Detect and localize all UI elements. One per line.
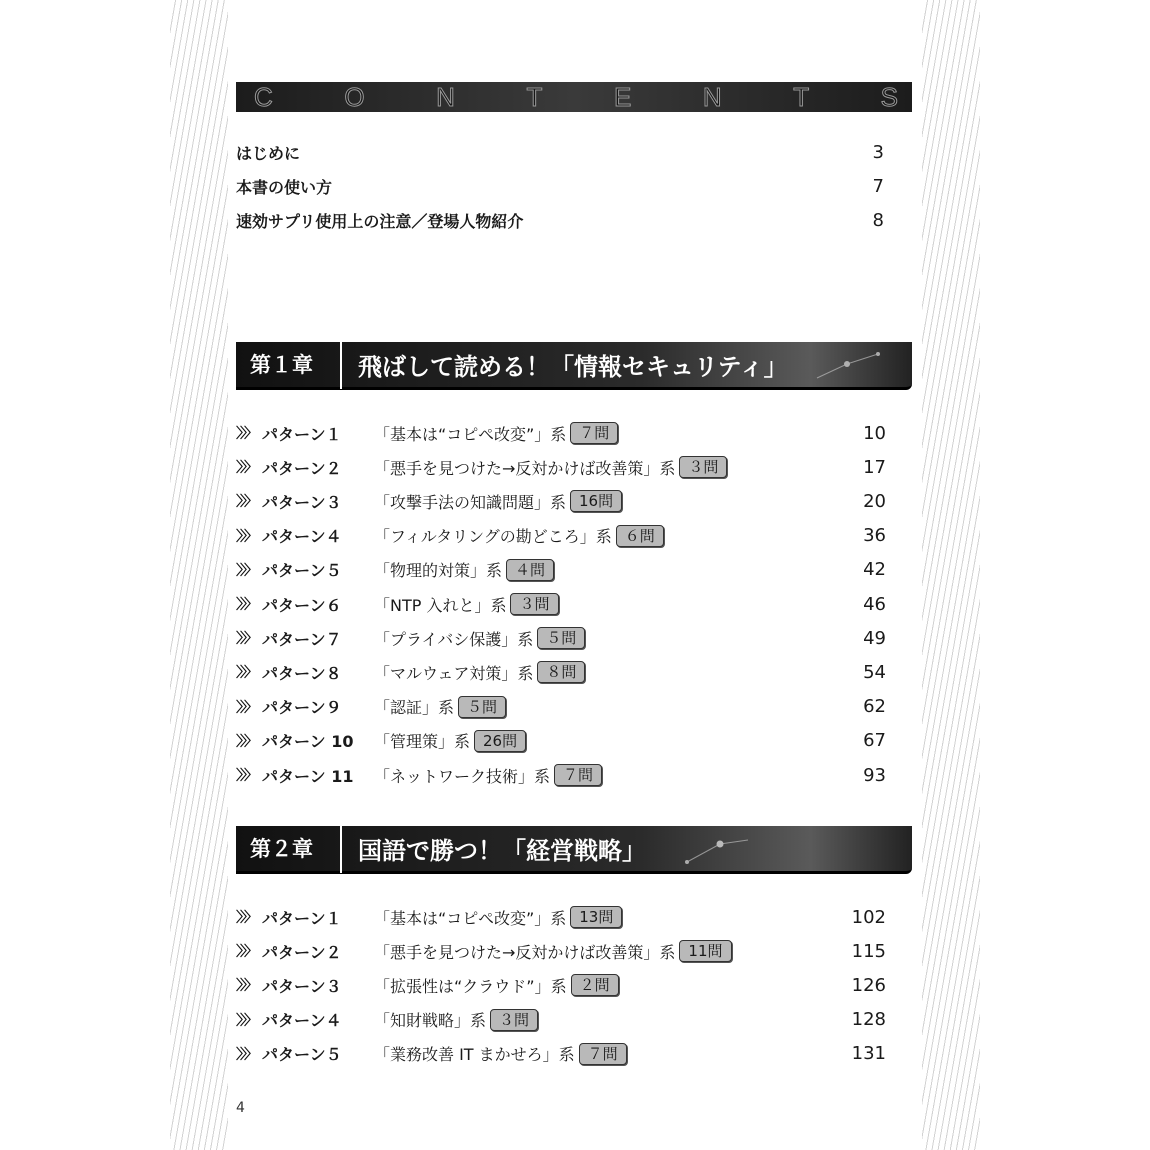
pattern-name: パターン６ xyxy=(262,595,342,615)
triple-chevron-icon: 〉〉〉 xyxy=(236,944,255,961)
pattern-title-group xyxy=(374,524,664,547)
triple-chevron-icon: 〉〉〉 xyxy=(236,528,255,545)
pattern-title-group xyxy=(374,729,526,752)
question-count-badge: ７問 xyxy=(570,422,618,444)
toc-pattern-row[interactable] xyxy=(236,1006,886,1034)
pattern-name: パターン１ xyxy=(262,908,342,928)
contents-letter: O xyxy=(344,82,365,112)
pattern-name: パターン２ xyxy=(262,458,342,478)
pattern-title: 「業務改善 IT まかせろ」系 xyxy=(374,1045,575,1065)
pattern-title: 「物理的対策」系 xyxy=(374,561,503,581)
chapter-number: 第１章 xyxy=(236,341,342,389)
question-count-badge: ７問 xyxy=(579,1043,627,1065)
pattern-title: 「管理策」系 xyxy=(374,732,471,752)
contents-letter: E xyxy=(613,82,632,112)
pattern-title: 「NTP 入れと」系 xyxy=(374,595,507,615)
triple-chevron-icon: 〉〉〉 xyxy=(236,699,255,716)
pattern-title-group xyxy=(374,1008,538,1031)
pattern-name: パターン 11 xyxy=(262,766,354,786)
pattern-title-group xyxy=(374,490,622,513)
toc-entry-notes[interactable] xyxy=(236,206,884,234)
chapter-2-header[interactable] xyxy=(236,826,912,874)
triple-chevron-icon: 〉〉〉 xyxy=(236,597,255,613)
pattern-title-group xyxy=(374,456,727,479)
triple-chevron-icon: 〉〉〉 xyxy=(236,426,255,442)
toc-pattern-row[interactable] xyxy=(236,903,886,931)
pattern-page: 46 xyxy=(863,593,886,615)
toc-pattern-row[interactable] xyxy=(236,522,886,550)
pattern-title-group xyxy=(374,974,619,997)
triple-chevron-icon: 〉〉〉 xyxy=(236,733,255,750)
toc-entry-page: 7 xyxy=(872,175,884,197)
pattern-title-group xyxy=(374,940,732,963)
pattern-name: パターン４ xyxy=(262,527,342,547)
pattern-page: 20 xyxy=(863,490,886,512)
toc-pattern-row[interactable] xyxy=(236,487,886,515)
question-count-badge: ３問 xyxy=(490,1009,538,1031)
triple-chevron-icon: 〉〉〉 xyxy=(236,1046,255,1063)
toc-pattern-row[interactable] xyxy=(236,590,886,618)
pattern-title-group xyxy=(374,661,585,684)
toc-pattern-row[interactable] xyxy=(236,624,886,652)
contents-letter: N xyxy=(702,82,722,112)
triple-chevron-icon: 〉〉〉 xyxy=(236,978,255,995)
question-count-badge: ６問 xyxy=(616,525,664,547)
pattern-page: 126 xyxy=(851,974,886,996)
question-count-badge: ５問 xyxy=(458,696,506,718)
question-count-badge: 26問 xyxy=(474,730,526,752)
pattern-name: パターン５ xyxy=(262,1045,342,1065)
pattern-page: 102 xyxy=(851,906,886,928)
contents-header-bar xyxy=(236,82,912,112)
contents-letter: S xyxy=(880,82,898,112)
pattern-title: 「基本は“コピペ改変”」系 xyxy=(374,424,567,444)
toc-pattern-row[interactable] xyxy=(236,971,886,999)
pattern-title-group xyxy=(374,695,506,718)
toc-entry-label: はじめに xyxy=(236,143,301,163)
pattern-page: 17 xyxy=(863,456,886,478)
decorative-stripes-left xyxy=(170,0,228,1150)
pattern-title: 「攻撃手法の知識問題」系 xyxy=(374,492,567,512)
question-count-badge: 13問 xyxy=(570,906,622,928)
question-count-badge: ３問 xyxy=(679,456,727,478)
pattern-title: 「フィルタリングの勘どころ」系 xyxy=(374,527,612,547)
pattern-title: 「悪手を見つけた→反対かけば改善策」系 xyxy=(374,458,676,478)
question-count-badge: ７問 xyxy=(554,764,602,786)
toc-entry-how-to-use[interactable] xyxy=(236,172,884,200)
pattern-title: 「基本は“コピペ改変”」系 xyxy=(374,908,567,928)
toc-pattern-row[interactable] xyxy=(236,761,886,789)
pattern-title: 「マルウェア対策」系 xyxy=(374,663,534,683)
toc-pattern-row[interactable] xyxy=(236,1040,886,1068)
question-count-badge: ３問 xyxy=(510,593,558,615)
pattern-page: 10 xyxy=(863,422,886,444)
toc-pattern-row[interactable] xyxy=(236,658,886,686)
pattern-name: パターン１ xyxy=(262,424,342,444)
pattern-name: パターン８ xyxy=(262,663,342,683)
triple-chevron-icon: 〉〉〉 xyxy=(236,1012,255,1029)
question-count-badge: ８問 xyxy=(537,661,585,683)
pattern-page: 93 xyxy=(863,764,886,786)
question-count-badge: 16問 xyxy=(570,490,622,512)
decorative-stripes-right xyxy=(922,0,980,1150)
pattern-title: 「拡張性は“クラウド”」系 xyxy=(374,976,567,996)
triple-chevron-icon: 〉〉〉 xyxy=(236,562,255,579)
question-count-badge: 11問 xyxy=(679,940,731,962)
pattern-page: 49 xyxy=(863,627,886,649)
pattern-title-group xyxy=(374,1042,627,1065)
toc-entry-label: 速効サプリ使用上の注意／登場人物紹介 xyxy=(236,211,524,231)
pattern-title-group xyxy=(374,627,585,650)
pattern-page: 115 xyxy=(851,940,886,962)
pattern-title: 「悪手を見つけた→反対かけば改善策」系 xyxy=(374,942,676,962)
toc-entry-label: 本書の使い方 xyxy=(236,177,333,197)
toc-entry-page: 3 xyxy=(872,141,884,163)
pattern-title: 「ネットワーク技術」系 xyxy=(374,766,551,786)
triple-chevron-icon: 〉〉〉 xyxy=(236,460,255,477)
toc-pattern-row[interactable] xyxy=(236,727,886,755)
pattern-name: パターン５ xyxy=(262,561,342,581)
constellation-decoration-icon xyxy=(682,834,752,866)
question-count-badge: ４問 xyxy=(506,559,554,581)
contents-letter: N xyxy=(436,82,455,112)
contents-letter: T xyxy=(526,82,543,112)
triple-chevron-icon: 〉〉〉 xyxy=(236,768,255,784)
toc-entry-page: 8 xyxy=(872,209,884,231)
pattern-page: 42 xyxy=(863,559,886,581)
pattern-page: 36 xyxy=(863,525,886,547)
chapter-title: 飛ばして読める！「情報セキュリティ」 xyxy=(358,353,788,381)
triple-chevron-icon: 〉〉〉 xyxy=(236,631,255,648)
pattern-name: パターン３ xyxy=(262,492,342,512)
question-count-badge: ５問 xyxy=(537,627,585,649)
pattern-page: 67 xyxy=(863,730,886,752)
question-count-badge: ２問 xyxy=(571,974,619,996)
toc-pattern-row[interactable] xyxy=(236,453,886,481)
pattern-page: 54 xyxy=(863,661,886,683)
pattern-name: パターン３ xyxy=(262,976,342,996)
pattern-title-group xyxy=(374,422,618,445)
chapter-title: 国語で勝つ！「経営戦略」 xyxy=(358,837,646,865)
pattern-name: パターン９ xyxy=(262,698,342,718)
constellation-decoration-icon xyxy=(812,350,882,382)
pattern-name: パターン２ xyxy=(262,942,342,962)
pattern-page: 131 xyxy=(851,1043,886,1065)
chapter-1-header[interactable] xyxy=(236,342,912,390)
pattern-name: パターン 10 xyxy=(262,732,354,752)
chapter-number: 第２章 xyxy=(236,825,342,873)
triple-chevron-icon: 〉〉〉 xyxy=(236,910,255,926)
pattern-page: 128 xyxy=(851,1009,886,1031)
toc-entry-intro[interactable] xyxy=(236,138,884,166)
pattern-page: 62 xyxy=(863,696,886,718)
pattern-title: 「知財戦略」系 xyxy=(374,1011,487,1031)
toc-pattern-row[interactable] xyxy=(236,419,886,447)
pattern-title: 「認証」系 xyxy=(374,698,455,718)
pattern-title-group xyxy=(374,558,554,581)
pattern-title-group xyxy=(374,593,559,616)
page-number: 4 xyxy=(236,1100,245,1116)
contents-letter: C xyxy=(254,82,273,112)
contents-letter: T xyxy=(793,82,810,112)
pattern-name: パターン７ xyxy=(262,629,342,649)
triple-chevron-icon: 〉〉〉 xyxy=(236,665,255,682)
toc-pattern-row[interactable] xyxy=(236,556,886,584)
toc-pattern-row[interactable] xyxy=(236,937,886,965)
pattern-title-group xyxy=(374,764,602,787)
pattern-name: パターン４ xyxy=(262,1011,342,1031)
pattern-title-group xyxy=(374,906,622,929)
triple-chevron-icon: 〉〉〉 xyxy=(236,494,255,511)
pattern-title: 「プライバシ保護」系 xyxy=(374,629,534,649)
toc-pattern-row[interactable] xyxy=(236,693,886,721)
